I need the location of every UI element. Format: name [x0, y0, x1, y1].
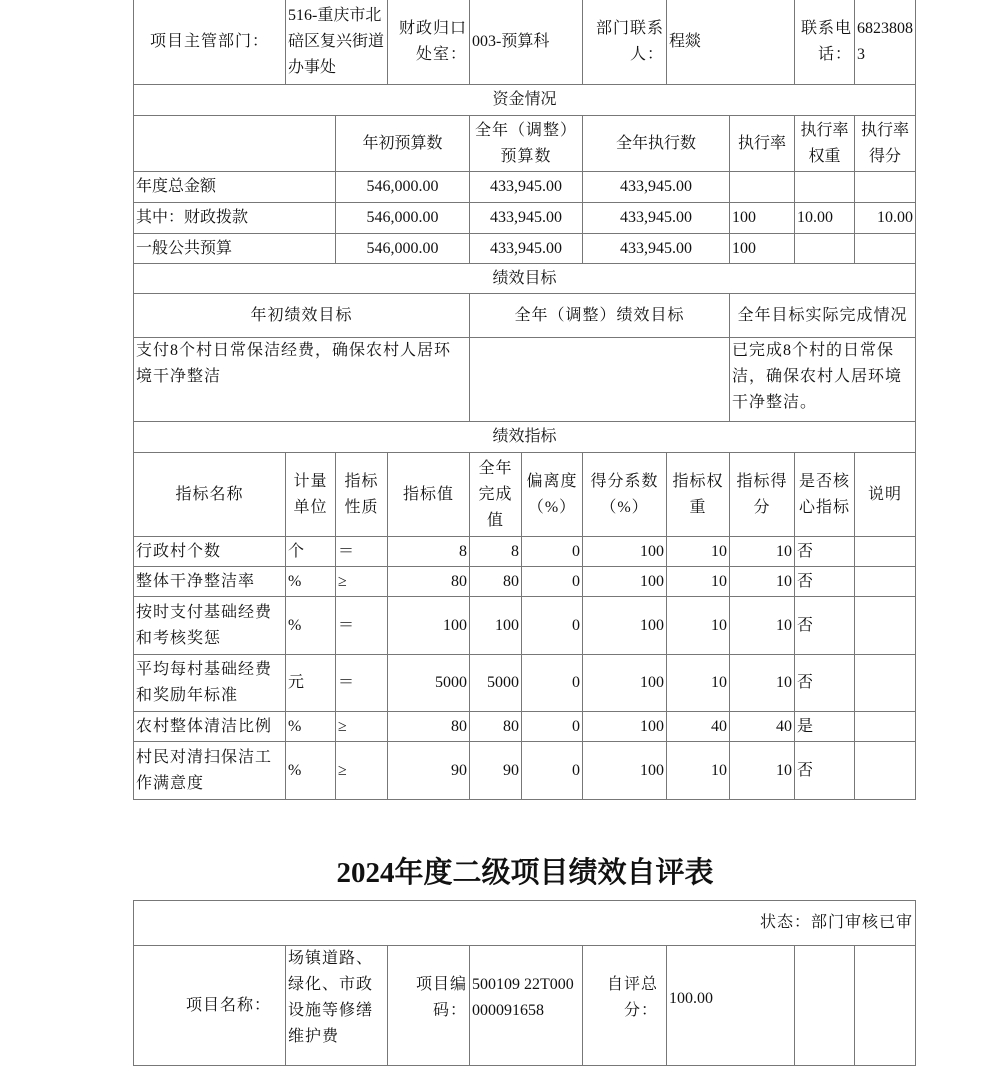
indicator-cell: 5000 [388, 655, 470, 712]
status-text: 状态：部门审核已审 [134, 901, 916, 946]
finance-value: 003-预算科 [470, 0, 583, 85]
funds-header: 执行率 [730, 116, 795, 172]
indicator-cell: 行政村个数 [134, 537, 286, 567]
funds-cell: 433,945.00 [470, 203, 583, 234]
funds-header: 执行率权重 [795, 116, 855, 172]
funds-header: 年初预算数 [336, 116, 470, 172]
funds-cell [730, 172, 795, 203]
indicator-cell: 否 [795, 537, 855, 567]
indicator-header: 计量单位 [286, 453, 336, 537]
empty-cell [795, 946, 855, 1066]
indicators-section-title: 绩效指标 [134, 422, 916, 453]
indicator-row [134, 537, 916, 567]
indicator-cell [855, 537, 916, 567]
contact-value: 程燚 [667, 0, 795, 85]
funds-header: 全年（调整）预算数 [470, 116, 583, 172]
indicator-cell: 0 [522, 655, 583, 712]
indicator-cell: 否 [795, 742, 855, 800]
indicator-cell: 农村整体清洁比例 [134, 712, 286, 742]
indicator-header: 全年完成值 [470, 453, 522, 537]
indicator-cell: 按时支付基础经费和考核奖惩 [134, 597, 286, 655]
phone-label: 联系电话： [795, 0, 855, 85]
funds-cell: 10.00 [855, 203, 916, 234]
indicator-cell: 100 [583, 655, 667, 712]
funds-cell: 433,945.00 [583, 234, 730, 264]
funds-cell: 10.00 [795, 203, 855, 234]
goals-header-actual: 全年目标实际完成情况 [730, 294, 916, 338]
indicator-cell: 80 [388, 567, 470, 597]
indicator-cell: ＝ [336, 597, 388, 655]
indicator-cell: 个 [286, 537, 336, 567]
indicator-cell: 10 [667, 567, 730, 597]
indicator-cell: 是 [795, 712, 855, 742]
indicator-cell: 10 [730, 537, 795, 567]
goals-header-adjusted: 全年（调整）绩效目标 [470, 294, 730, 338]
indicator-cell: % [286, 712, 336, 742]
indicator-row [134, 567, 916, 597]
indicator-cell: 8 [388, 537, 470, 567]
funds-section-title: 资金情况 [134, 85, 916, 116]
indicator-cell: 80 [470, 567, 522, 597]
indicator-cell: ≥ [336, 742, 388, 800]
indicator-cell: 整体干净整洁率 [134, 567, 286, 597]
indicator-cell: 10 [730, 742, 795, 800]
contact-label: 部门联系人： [583, 0, 667, 85]
indicator-cell: 100 [583, 712, 667, 742]
funds-cell: 546,000.00 [336, 203, 470, 234]
funds-row [134, 203, 916, 234]
indicator-cell [855, 712, 916, 742]
indicator-cell: 村民对清扫保洁工作满意度 [134, 742, 286, 800]
funds-header: 全年执行数 [583, 116, 730, 172]
phone-value: 68238083 [855, 0, 916, 85]
funds-cell [855, 234, 916, 264]
indicator-cell: 10 [667, 655, 730, 712]
indicator-cell [855, 567, 916, 597]
indicator-cell: 90 [388, 742, 470, 800]
indicator-cell: 0 [522, 537, 583, 567]
funds-cell: 546,000.00 [336, 172, 470, 203]
second-project-table [133, 900, 916, 1066]
funds-cell: 年度总金额 [134, 172, 336, 203]
goals-content-row [134, 338, 916, 422]
goals-section-title: 绩效目标 [134, 264, 916, 294]
indicator-header: 是否核心指标 [795, 453, 855, 537]
indicator-cell: 元 [286, 655, 336, 712]
indicator-cell: 90 [470, 742, 522, 800]
indicator-cell: 80 [388, 712, 470, 742]
indicator-cell [855, 742, 916, 800]
goal-adjusted [470, 338, 730, 422]
funds-cell: 100 [730, 203, 795, 234]
indicator-header: 指标值 [388, 453, 470, 537]
indicators-header-row [134, 453, 916, 537]
project-code-value: 500109 22T000000091658 [470, 946, 583, 1066]
score-value: 100.00 [667, 946, 795, 1066]
dept-value: 516-重庆市北碚区复兴街道办事处 [286, 0, 388, 85]
funds-cell [795, 172, 855, 203]
indicator-cell: 否 [795, 567, 855, 597]
indicator-row [134, 742, 916, 800]
indicator-cell: 平均每村基础经费和奖励年标准 [134, 655, 286, 712]
funds-cell: 546,000.00 [336, 234, 470, 264]
goals-header-initial: 年初绩效目标 [134, 294, 470, 338]
funds-cell: 433,945.00 [583, 203, 730, 234]
project-code-label: 项目编码： [388, 946, 470, 1066]
indicator-cell: 80 [470, 712, 522, 742]
indicator-cell: 100 [583, 537, 667, 567]
indicator-cell [855, 597, 916, 655]
indicator-header: 指标名称 [134, 453, 286, 537]
indicator-row [134, 597, 916, 655]
indicator-cell [855, 655, 916, 712]
funds-cell: 100 [730, 234, 795, 264]
funds-row [134, 172, 916, 203]
funds-cell: 433,945.00 [470, 172, 583, 203]
funds-header-row [134, 116, 916, 172]
goal-actual: 已完成8个村的日常保洁，确保农村人居环境干净整洁。 [730, 338, 916, 422]
indicator-cell: 5000 [470, 655, 522, 712]
project-name-label: 项目名称： [134, 946, 286, 1066]
indicator-cell: 40 [730, 712, 795, 742]
indicator-cell: ＝ [336, 655, 388, 712]
project-name-value: 场镇道路、绿化、市政设施等修缮维护费 [286, 946, 388, 1066]
indicator-cell: 10 [667, 597, 730, 655]
indicator-cell: 0 [522, 712, 583, 742]
indicator-cell: 10 [730, 597, 795, 655]
indicator-cell: 10 [667, 537, 730, 567]
funds-header: 执行率得分 [855, 116, 916, 172]
project-info-row [134, 0, 916, 85]
finance-label: 财政归口处室： [388, 0, 470, 85]
indicator-row [134, 655, 916, 712]
indicator-cell: 否 [795, 655, 855, 712]
funds-cell [855, 172, 916, 203]
funds-cell: 一般公共预算 [134, 234, 336, 264]
indicator-cell: ≥ [336, 712, 388, 742]
funds-cell: 433,945.00 [470, 234, 583, 264]
indicator-cell: 8 [470, 537, 522, 567]
second-info-row [134, 946, 916, 1066]
project-table [133, 0, 916, 800]
dept-label: 项目主管部门： [134, 0, 286, 85]
indicator-cell: 100 [388, 597, 470, 655]
indicator-cell: 否 [795, 597, 855, 655]
funds-row [134, 234, 916, 264]
indicator-cell: % [286, 742, 336, 800]
indicator-cell: 0 [522, 567, 583, 597]
indicator-cell: % [286, 567, 336, 597]
indicator-header: 指标权重 [667, 453, 730, 537]
indicator-cell: ≥ [336, 567, 388, 597]
indicator-cell: % [286, 597, 336, 655]
goal-initial: 支付8个村日常保洁经费，确保农村人居环境干净整洁 [134, 338, 470, 422]
indicator-cell: 0 [522, 742, 583, 800]
indicator-header: 得分系数（%） [583, 453, 667, 537]
indicator-cell: 40 [667, 712, 730, 742]
indicator-cell: 0 [522, 597, 583, 655]
indicator-cell: 10 [730, 655, 795, 712]
score-label: 自评总分： [583, 946, 667, 1066]
funds-cell [795, 234, 855, 264]
indicator-header: 指标性质 [336, 453, 388, 537]
indicator-cell: 10 [667, 742, 730, 800]
indicator-cell: ＝ [336, 537, 388, 567]
indicator-header: 指标得分 [730, 453, 795, 537]
indicator-row [134, 712, 916, 742]
indicator-cell: 10 [730, 567, 795, 597]
indicator-cell: 100 [470, 597, 522, 655]
indicator-cell: 100 [583, 742, 667, 800]
indicator-cell: 100 [583, 567, 667, 597]
funds-header [134, 116, 336, 172]
indicator-cell: 100 [583, 597, 667, 655]
indicator-header: 偏离度（%） [522, 453, 583, 537]
indicator-header: 说明 [855, 453, 916, 537]
goals-header-row [134, 294, 916, 338]
funds-cell: 433,945.00 [583, 172, 730, 203]
empty-cell [855, 946, 916, 1066]
funds-cell: 其中：财政拨款 [134, 203, 336, 234]
second-form-title: 2024年度二级项目绩效自评表 [336, 857, 714, 889]
